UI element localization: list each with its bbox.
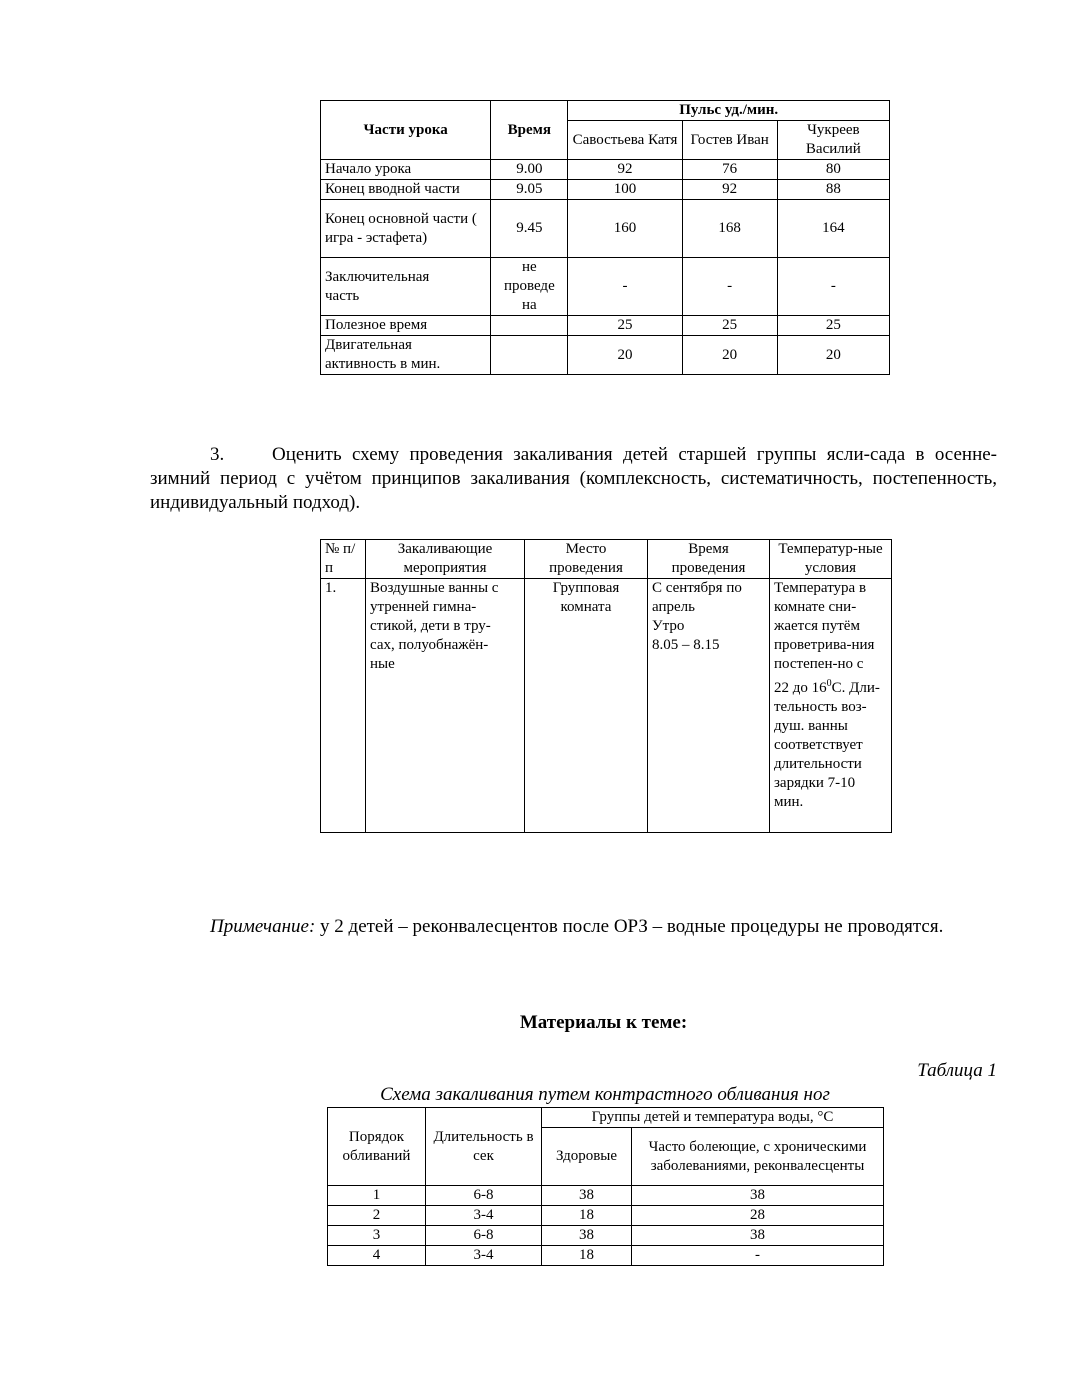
- pulse-cell: 88: [777, 180, 889, 200]
- order-cell: 1: [328, 1186, 426, 1206]
- task-text: Оценить схему проведения закаливания детей старшей группы ясли-сада в осенне-зимний период с учётом принципов закаливания (комплексность, систематичность, постепенность, индивидуальный подход).: [150, 444, 997, 513]
- part-cell: Двигательная активность в мин.: [321, 336, 491, 375]
- sick-cell: 38: [632, 1226, 884, 1246]
- table-row: [328, 1206, 884, 1226]
- time-line: 8.05 – 8.15: [652, 637, 720, 653]
- student-header: Савостьева Катя: [568, 121, 682, 160]
- table-row: [328, 1226, 884, 1246]
- pulse-cell: 160: [568, 200, 682, 258]
- pulse-cell: 164: [777, 200, 889, 258]
- healthy-header: Здоровые: [542, 1128, 632, 1186]
- sick-header: Часто болеющие, с хроническими заболеваниями, реконвалесценты: [632, 1128, 884, 1186]
- table-row: [321, 316, 890, 336]
- sick-cell: 38: [632, 1186, 884, 1206]
- temp-text-before: Температура в комнате сни-жается путём проветрива-ния постепен-но с 22 до 16: [774, 580, 875, 696]
- pulse-cell: 100: [568, 180, 682, 200]
- note-paragraph: [150, 915, 997, 939]
- place-cell: Групповая комната: [525, 579, 648, 833]
- duration-cell: 6-8: [426, 1186, 542, 1206]
- time-cell: не проведе на: [491, 258, 568, 316]
- pulse-cell: 20: [777, 336, 889, 375]
- time-cell: [491, 316, 568, 336]
- duration-header: Длительность в сек: [426, 1108, 542, 1186]
- pulse-cell: 76: [682, 160, 777, 180]
- order-cell: 4: [328, 1246, 426, 1266]
- pulse-cell: 20: [568, 336, 682, 375]
- pulse-cell: 80: [777, 160, 889, 180]
- pulse-cell: 92: [682, 180, 777, 200]
- col-place-header: Место проведения: [525, 540, 648, 579]
- table-label: Таблица 1: [917, 1060, 997, 1081]
- time-cell: 9.45: [491, 200, 568, 258]
- activity-cell: Воздушные ванны с утренней гимна-стикой, дети в тру-сах, полуобнажён-ные: [366, 579, 525, 833]
- time-line: Утро: [652, 618, 685, 634]
- part-cell: Конец основной части ( игра - эстафета): [321, 200, 491, 258]
- col-time-header: Время проведения: [648, 540, 770, 579]
- pulse-table: [320, 100, 890, 375]
- pulse-cell: 20: [682, 336, 777, 375]
- table-caption: Схема закаливания путем контрастного обливания ног: [380, 1084, 830, 1105]
- col-parts-header: Части урока: [321, 101, 491, 160]
- materials-heading: Материалы к теме:: [519, 1012, 688, 1033]
- num-cell: 1.: [321, 579, 366, 833]
- time-cell: [491, 336, 568, 375]
- temp-text-after: С. Дли-тельность воз-душ. ванны соответствует длительности зарядки 7-10 мин.: [774, 680, 880, 810]
- sick-cell: -: [632, 1246, 884, 1266]
- order-header: Порядок обливаний: [328, 1108, 426, 1186]
- duration-cell: 3-4: [426, 1206, 542, 1226]
- temp-superscript: 0: [826, 678, 832, 689]
- table-row: [321, 258, 890, 316]
- table-row: [321, 336, 890, 375]
- part-cell: Полезное время: [321, 316, 491, 336]
- task3-paragraph: [150, 443, 997, 515]
- sick-cell: 28: [632, 1206, 884, 1226]
- part-cell: Начало урока: [321, 160, 491, 180]
- table-row: [321, 579, 892, 833]
- table-row: [321, 160, 890, 180]
- table-row: [328, 1186, 884, 1206]
- student-header: Чукреев Василий: [777, 121, 889, 160]
- pulse-group-header: Пульс уд./мин.: [568, 101, 890, 121]
- time-cell: [648, 579, 770, 833]
- col-temp-header: Температур-ные условия: [770, 540, 892, 579]
- hardening-table: [320, 539, 892, 833]
- duration-cell: 3-4: [426, 1246, 542, 1266]
- note-text: у 2 детей – реконвалесцентов после ОРЗ – водные процедуры не проводятся.: [315, 916, 944, 937]
- order-cell: 2: [328, 1206, 426, 1226]
- table-row: [321, 200, 890, 258]
- time-cell: 9.00: [491, 160, 568, 180]
- part-cell: Заключительная часть: [321, 258, 491, 316]
- table-row: [328, 1246, 884, 1266]
- pouring-table: [327, 1107, 884, 1266]
- table-row: [321, 180, 890, 200]
- pulse-cell: -: [682, 258, 777, 316]
- part-cell: Конец вводной части: [321, 180, 491, 200]
- duration-cell: 6-8: [426, 1226, 542, 1246]
- col-activity-header: Закаливающие мероприятия: [366, 540, 525, 579]
- pulse-cell: -: [568, 258, 682, 316]
- healthy-cell: 38: [542, 1186, 632, 1206]
- pulse-cell: 25: [777, 316, 889, 336]
- note-label: Примечание:: [210, 916, 316, 937]
- col-time-header: Время: [491, 101, 568, 160]
- pulse-cell: 25: [682, 316, 777, 336]
- pulse-cell: 168: [682, 200, 777, 258]
- healthy-cell: 18: [542, 1206, 632, 1226]
- student-header: Гостев Иван: [682, 121, 777, 160]
- healthy-cell: 18: [542, 1246, 632, 1266]
- healthy-cell: 38: [542, 1226, 632, 1246]
- order-cell: 3: [328, 1226, 426, 1246]
- pulse-cell: -: [777, 258, 889, 316]
- col-num-header: № п/п: [321, 540, 366, 579]
- group-header: Группы детей и температура воды, °С: [542, 1108, 884, 1128]
- pulse-cell: 25: [568, 316, 682, 336]
- task-number: 3.: [210, 444, 225, 465]
- pulse-cell: 92: [568, 160, 682, 180]
- time-cell: 9.05: [491, 180, 568, 200]
- time-line: С сентября по апрель: [652, 580, 742, 615]
- temp-cell: [770, 579, 892, 833]
